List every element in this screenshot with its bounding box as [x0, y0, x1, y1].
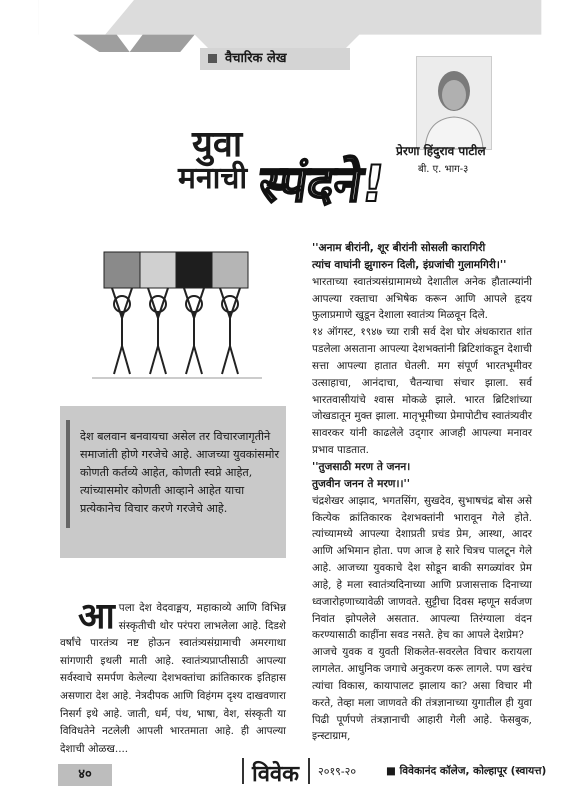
title-line-1: युवा	[192, 124, 243, 165]
footer-divider	[242, 758, 244, 784]
quote-1-line-2: त्यांच वाघांनी झुगारुन दिली, इंग्रजांची गुलामगिरी।''	[312, 258, 507, 271]
quote-1-line-1: ''अनाम बीरांनी, शूर बीरांनी सोसली कारागिरी	[312, 242, 486, 254]
puzzle-team-illustration	[82, 246, 272, 386]
callout-box	[60, 406, 286, 558]
callout-text: देश बलवान बनवायचा असेल तर विचारजागृतीने समाजांती होणे गरजेचे आहे. आजच्या युवकांसमोर कोणती कर्तव्ये आहेत, कोणती स्वप्ने आहेत, त्यांच्यासमोर कोणती आव्हाने आहेत याचा प्रत्येकानेच विचार करणे गरजेचे आहे.	[80, 430, 280, 515]
callout-bar	[66, 420, 70, 528]
college-name: ■ विवेकानंद कॉलेज, कोल्हापूर (स्वायत्त)	[386, 765, 547, 777]
quote-2-line-2: तुजवीन जनन ते मरण।।''	[312, 477, 410, 490]
section-label	[200, 48, 350, 70]
magazine-year: २०१९-२०	[318, 765, 357, 778]
quote-2-line-1: ''तुजसाठी मरण ते जनन।	[312, 460, 411, 473]
author-name: प्रेरणा हिंदुराव पाटील	[396, 144, 486, 158]
article-title	[178, 118, 389, 213]
left-column-text: पला देश वेदवाङ्मय, महाकाव्ये आणि विभिन्न संस्कृतीची थोर परंपरा लाभलेला आहे. दिडशे वर्षांचे पारतंत्र्य नष्ट होऊन स्वातंत्र्यसंग्रामाची अमरगाथा सांगणारी इथली माती आहे. स्वातंत्र्यप्राप्तीसाठी आपल्या सर्वस्वाचे समर्पण केलेल्या देशभक्तांचा क्रांतिकारक इतिहास असणारा देश आहे. नेत्रदीपक आणि विहंगम दृश्य दाखवणारा निसर्ग इथे आहे. जाती, धर्म, पंथ, भाषा, वेश, संस्कृती या विविधतेने नटलेली आपली भारतमाता आहे. ही आपल्या देशाची ओळख....	[60, 602, 286, 755]
magazine-name: विवेक	[252, 762, 300, 787]
page-number: ४०	[58, 764, 112, 786]
section-label-text: वैचारिक लेख	[225, 51, 287, 66]
paragraph-2: १४ ऑगस्ट, १९४७ च्या रात्री सर्व देश घोर अंधकारात शांत पडलेला असताना आपल्या देशभक्तांनी ब्रिटिशांकडून देशाची सत्ता आपल्या हातात घेतली. मग संपूर्ण भारतभूमीवर उत्साहाचा, आनंदाचा, चैतन्याचा संचार झाला. सर्व भारतवासीयांचे श्वास मोकळे झाले. भारत ब्रिटिशांच्या जोखडातून मुक्त झाला. मातृभूमीच्या प्रेमापोटीच स्वातंत्र्यवीर सावरकर यांनी काढलेले उद्‌गार आजही आपल्या मनावर प्रभाव पाडतात.	[312, 326, 532, 457]
author-photo	[416, 56, 492, 150]
paragraph-1: भारताच्या स्वातंत्र्यसंग्रामामध्ये देशातील अनेक हौतात्म्यांनी आपल्या रक्ताचा अभिषेक करून आणि आपले हृदय फुलाप्रमाणे खुडून देशाला स्वातंत्र्य मिळवून दिले.	[312, 275, 532, 322]
title-line-3: स्पंदने!	[255, 155, 389, 213]
author-class: बी. ए. भाग-३	[418, 164, 469, 175]
page-footer	[0, 752, 580, 800]
square-bullet-icon	[208, 54, 217, 63]
paragraph-3: चंद्रशेखर आझाद, भगतसिंग, सुखदेव, सुभाषचंद्र बोस असे कित्येक क्रांतिकारक देशभक्तांनी भारावून गेले होते. त्यांच्यामध्ये आपल्या देशाप्रती प्रचंड प्रेम, आस्था, आदर आणि अभिमान होता. पण आज हे सारे चित्रच पालटून गेले आहे. आजच्या युवकाचे देश सोडून बाकी सगळ्यांवर प्रेम आहे, हे मला स्वातंत्र्यदिनाच्या आणि प्रजासत्ताक दिनाच्या ध्वजारोहणाच्यावेळी जाणवते. सुट्टीचा दिवस म्हणून सर्वजण निवांत झोपलेले असतात. आपल्या तिरंग्याला वंदन करण्यासाठी काहींना सवड नसते. हेच का आपले देशप्रेम?	[312, 494, 532, 642]
drop-cap: आ	[78, 596, 115, 637]
header-decoration	[0, 0, 580, 52]
paragraph-4: आजचे युवक व युवती शिकलेत-सवरलेत विचार करायला लागलेत. आधुनिक जगाचे अनुकरण करू लागले. पण खरंच त्यांचा विकास, कायापालट झालाय का? असा विचार मी करते, तेव्हा मला जाणवते की तंत्रज्ञानाच्या युगातील ही युवा पिढी पूर्णपणे तंत्रज्ञानाची आहारी गेली आहे. फेसबुक, इन्स्टाग्राम,	[312, 646, 532, 743]
footer-divider	[308, 758, 310, 784]
title-line-2: मनाची	[178, 161, 248, 196]
left-column	[60, 596, 286, 758]
right-column	[296, 240, 532, 745]
